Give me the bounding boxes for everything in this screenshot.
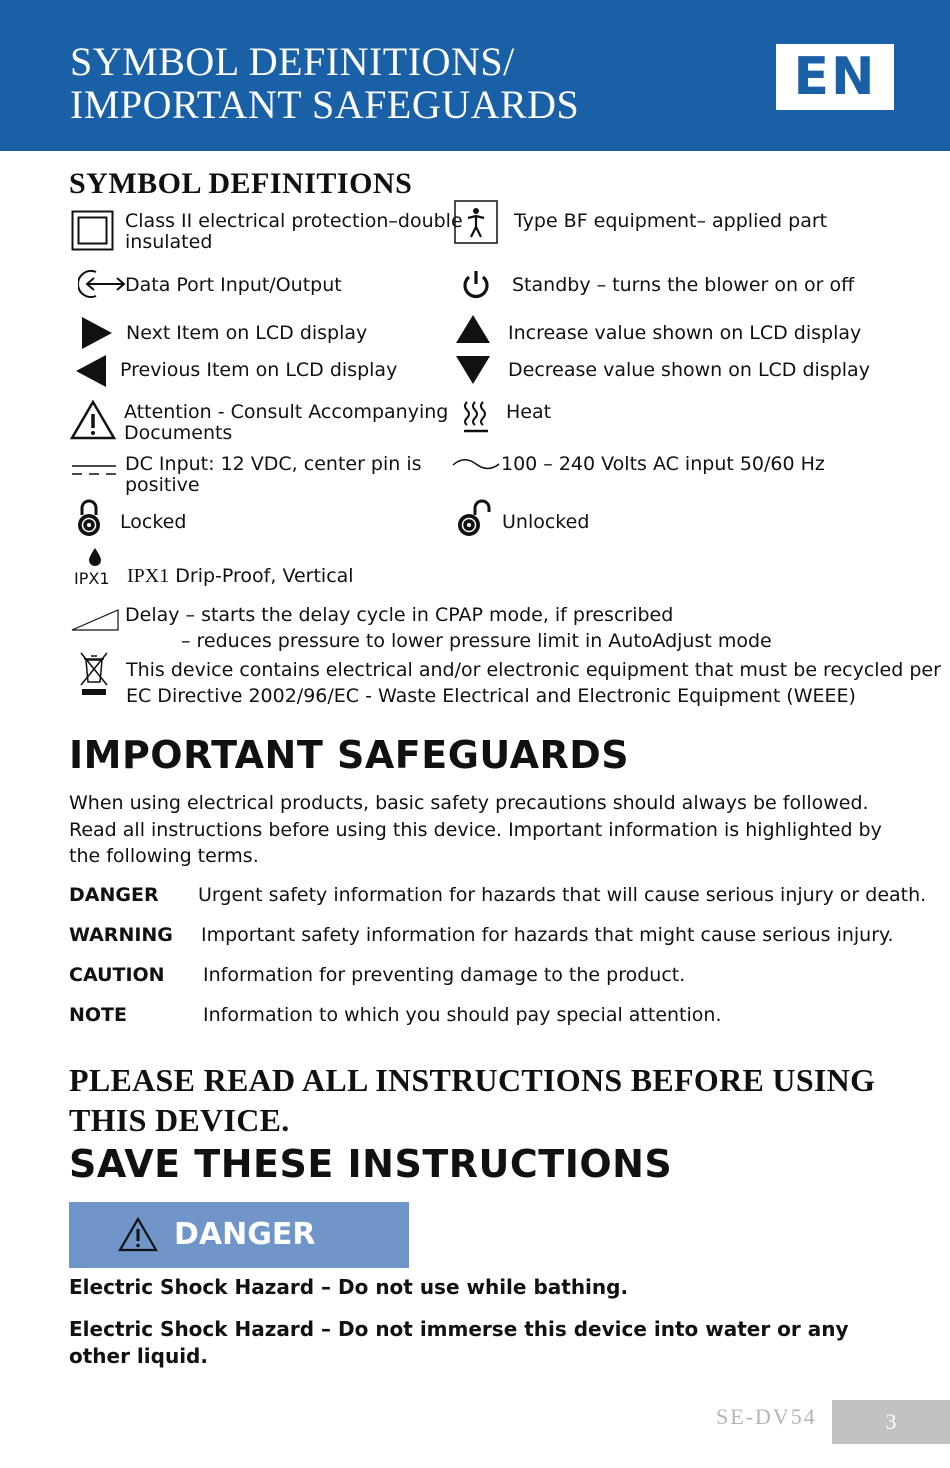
page-number: 3	[832, 1400, 950, 1444]
page-title	[70, 40, 579, 126]
term-warning-definition: Important safety information for hazards that might cause serious injury.	[201, 924, 894, 946]
person-icon	[454, 200, 498, 244]
triangle-left-icon	[75, 354, 107, 388]
delay-line1: Delay – starts the delay cycle in CPAP mode, if prescribed	[125, 604, 674, 626]
ac-input-label: 100 – 240 Volts AC input 50/60 Hz	[501, 453, 825, 475]
drop-icon	[87, 547, 103, 567]
danger-banner	[69, 1202, 409, 1268]
dc-input-label: DC Input: 12 VDC, center pin is positive	[125, 453, 422, 496]
data-port-label: Data Port Input/Output	[125, 274, 342, 296]
header-banner	[0, 0, 950, 151]
term-caution: CAUTION	[69, 964, 165, 986]
locked-label: Locked	[120, 511, 187, 533]
page-title-line2: IMPORTANT SAFEGUARDS	[70, 82, 580, 127]
page-title-line1: SYMBOL DEFINITIONS/	[70, 39, 515, 84]
crossed-bin-icon	[78, 650, 110, 698]
double-square-icon	[71, 210, 115, 252]
unlock-icon	[455, 498, 491, 538]
warning-icon	[70, 400, 116, 440]
power-icon	[461, 269, 491, 301]
important-safeguards-heading: IMPORTANT SAFEGUARDS	[69, 733, 630, 777]
term-warning: WARNING	[69, 924, 173, 946]
term-note-definition: Information to which you should pay special attention.	[203, 1004, 722, 1026]
ipx1-label: IPX1 Drip-Proof, Vertical	[127, 565, 354, 587]
class2-label: Class II electrical protection–double insulated	[125, 210, 463, 253]
safeguards-intro: When using electrical products, basic safety precautions should always be followed. Read all instructions before using this device. Important information is highlighted by the following terms.	[69, 792, 882, 867]
increase-label: Increase value shown on LCD display	[508, 322, 862, 344]
ramp-icon	[71, 609, 119, 631]
model-code: SE-DV54	[716, 1404, 817, 1429]
triangle-up-icon	[455, 314, 491, 344]
decrease-label: Decrease value shown on LCD display	[508, 359, 870, 381]
standby-label: Standby – turns the blower on or off	[512, 274, 855, 296]
read-instructions-heading: PLEASE READ ALL INSTRUCTIONS BEFORE USING THIS DEVICE.	[69, 1062, 876, 1138]
term-caution-definition: Information for preventing damage to the product.	[203, 964, 686, 986]
weee-label: This device contains electrical and/or electronic equipment that must be recycled per EC Directive 2002/96/EC - Waste Electrical and Electronic Equipment (WEEE)	[126, 659, 941, 707]
danger-banner-label: DANGER	[174, 1217, 316, 1252]
type-bf-label: Type BF equipment– applied part	[514, 210, 828, 232]
triangle-right-icon	[81, 316, 113, 350]
symbol-definitions-heading: SYMBOL DEFINITIONS	[69, 167, 413, 200]
heat-icon	[462, 400, 490, 434]
term-note: NOTE	[69, 1004, 127, 1026]
ac-wave-icon	[452, 456, 500, 472]
hazard-immerse: Electric Shock Hazard – Do not immerse this device into water or any other liquid.	[69, 1317, 849, 1368]
ipx1-icon-label: IPX1	[74, 569, 110, 588]
next-item-label: Next Item on LCD display	[126, 322, 368, 344]
unlocked-label: Unlocked	[502, 511, 590, 533]
language-badge: EN	[776, 44, 894, 110]
data-port-icon	[78, 268, 126, 300]
attention-label: Attention - Consult Accompanying Documents	[124, 401, 449, 444]
save-instructions-heading: SAVE THESE INSTRUCTIONS	[69, 1142, 673, 1186]
triangle-down-icon	[455, 355, 491, 385]
dc-icon	[71, 462, 117, 478]
previous-item-label: Previous Item on LCD display	[120, 359, 398, 381]
term-danger: DANGER	[69, 884, 159, 906]
term-danger-definition: Urgent safety information for hazards that will cause serious injury or death.	[198, 884, 927, 906]
lock-icon	[75, 498, 103, 538]
heat-label: Heat	[506, 401, 552, 423]
hazard-bathing: Electric Shock Hazard – Do not use while bathing.	[69, 1275, 629, 1299]
warning-icon	[118, 1217, 158, 1253]
delay-line2: – reduces pressure to lower pressure limit in AutoAdjust mode	[181, 630, 772, 652]
